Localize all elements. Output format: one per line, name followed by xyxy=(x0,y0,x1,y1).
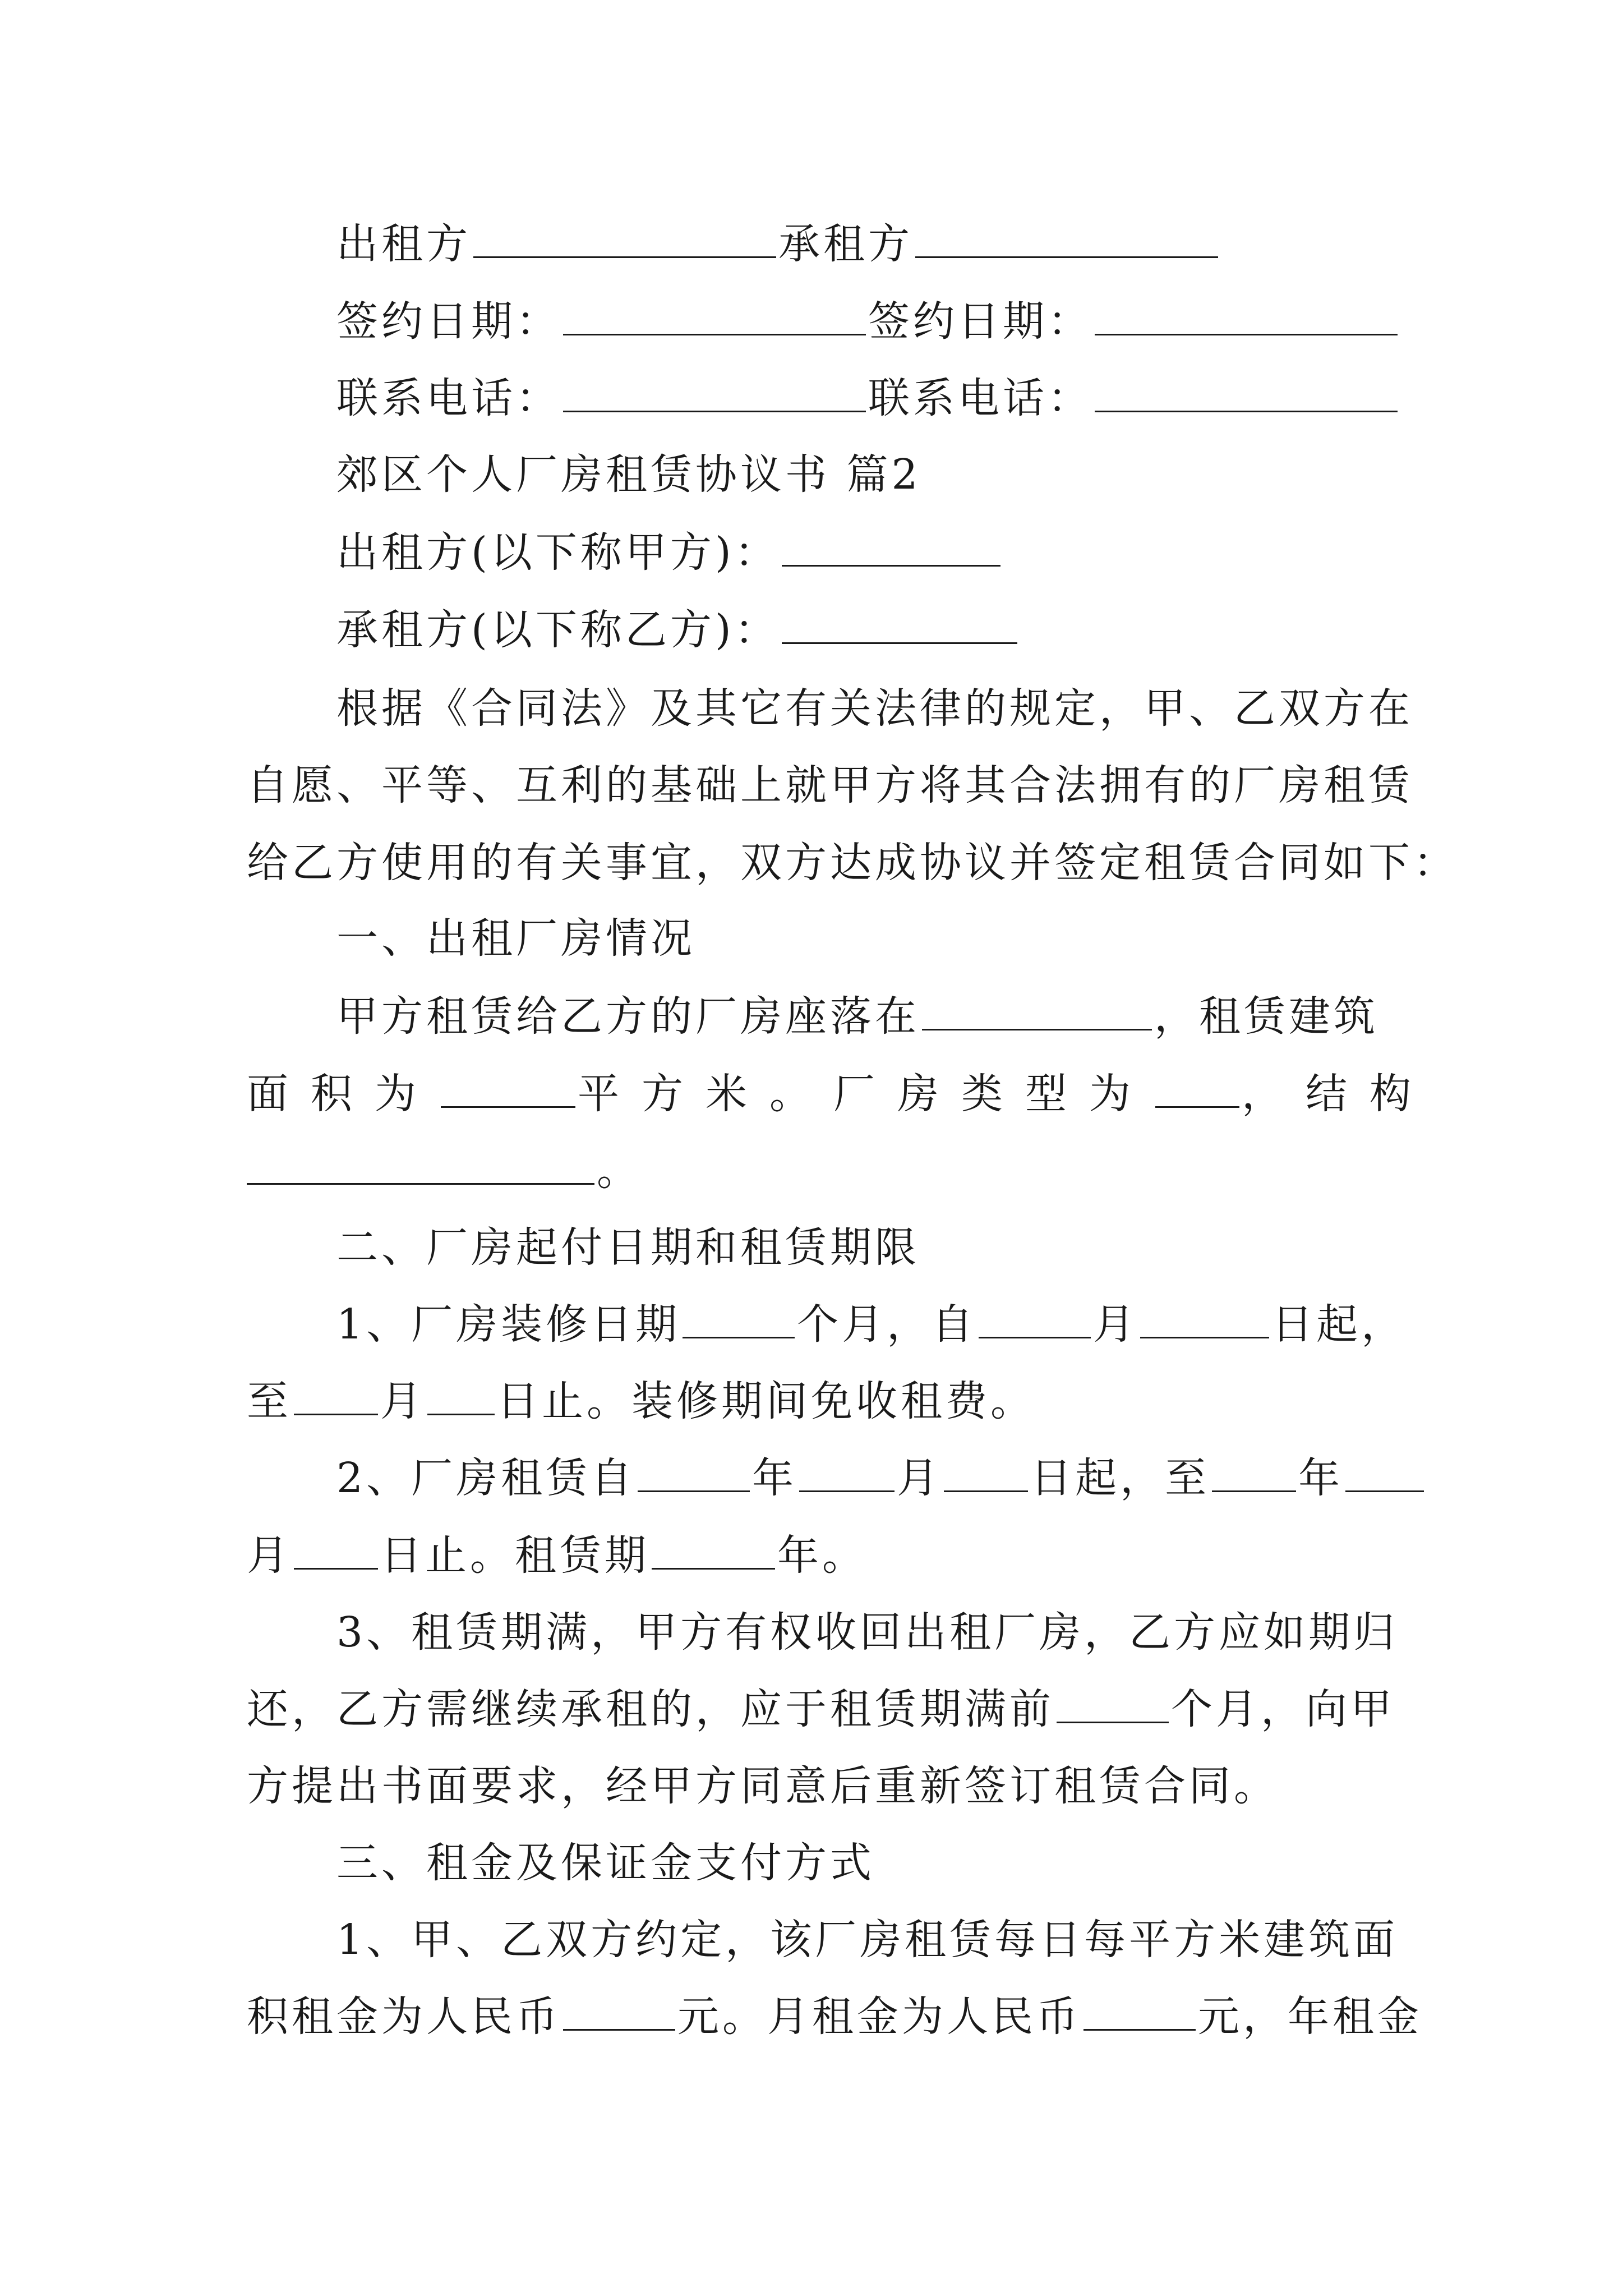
blank xyxy=(473,219,776,258)
text: 月 xyxy=(897,1454,942,1502)
blank xyxy=(638,1453,750,1492)
text: 日起， xyxy=(1271,1300,1407,1349)
phone-label-left: 联系电话： xyxy=(336,374,561,422)
text: 年。 xyxy=(777,1531,867,1580)
blank xyxy=(1345,1453,1424,1492)
blank xyxy=(782,605,1017,644)
section-1-para-line-2 xyxy=(247,1060,1433,1128)
text: 积租金为人民币 xyxy=(247,1993,561,2041)
text: 还，乙方需继续承租的，应于租赁期满前 xyxy=(247,1685,1054,1733)
blank xyxy=(799,1453,895,1492)
party-b-line xyxy=(336,596,1380,664)
text: 元。月租金为人民币 xyxy=(677,1993,1081,2041)
blank xyxy=(1057,1685,1169,1723)
sign-date-label-right: 签约日期： xyxy=(868,297,1092,346)
text: 月 xyxy=(247,1531,292,1580)
text: 日止。租赁期 xyxy=(380,1531,649,1580)
intro-line-2: 自愿、平等、互利的基础上就甲方将其合法拥有的厂房租赁 xyxy=(247,761,1413,809)
blank xyxy=(563,374,866,412)
text: 元，年租金 xyxy=(1198,1993,1422,2041)
blank xyxy=(1212,1453,1296,1492)
signature-row-2 xyxy=(336,288,1380,355)
blank xyxy=(922,992,1152,1030)
lessee-label: 承租方 xyxy=(778,220,913,268)
blank xyxy=(1095,374,1398,412)
section-2-item-3-line-1: 3、租赁期满，甲方有权收回出租厂房，乙方应如期归 xyxy=(336,1608,1399,1657)
text: 月 xyxy=(380,1377,425,1425)
blank xyxy=(441,1069,575,1108)
blank xyxy=(1083,1992,1196,2031)
text: 个月，向甲 xyxy=(1171,1685,1395,1733)
party-a-label: 出租方(以下称甲方)： xyxy=(336,528,780,577)
section-3-item-1-line-1: 1、甲、乙双方约定，该厂房租赁每日每平方米建筑面 xyxy=(336,1916,1399,1964)
blank xyxy=(1140,1300,1269,1338)
section-2-item-2-line-1 xyxy=(336,1444,1380,1512)
section-1-para-line-1 xyxy=(336,983,1380,1050)
section-3-item-1-line-2 xyxy=(247,1983,1422,2050)
text: 年 xyxy=(1298,1454,1344,1502)
blank xyxy=(979,1300,1091,1338)
blank xyxy=(652,1531,775,1570)
section-1-title: 一、出租厂房情况 xyxy=(336,914,695,963)
document-heading: 郊区个人厂房租赁协议书 篇2 xyxy=(336,450,921,499)
section-2-item-3-line-2 xyxy=(247,1676,1395,1743)
text: 年 xyxy=(752,1454,797,1502)
phone-label-right: 联系电话： xyxy=(868,374,1092,422)
section-1-para-line-3 xyxy=(247,1137,1380,1204)
signature-row-1 xyxy=(336,210,1380,278)
text: 日止。装修期间免收租费。 xyxy=(497,1377,1035,1425)
signature-row-3 xyxy=(336,365,1380,432)
section-2-item-2-line-2 xyxy=(247,1522,1380,1589)
sign-date-label-left: 签约日期： xyxy=(336,297,561,346)
blank xyxy=(427,1377,495,1415)
text: 2、厂房租赁自 xyxy=(336,1454,636,1502)
text: 平方米。厂房类型为 xyxy=(578,1070,1153,1118)
blank xyxy=(563,1992,675,2031)
section-2-title: 二、厂房起付日期和租赁期限 xyxy=(336,1223,920,1272)
intro-line-1: 根据《合同法》及其它有关法律的规定，甲、乙双方在 xyxy=(336,684,1413,733)
blank xyxy=(683,1300,795,1338)
blank xyxy=(247,1146,594,1185)
blank xyxy=(782,528,1000,567)
blank xyxy=(294,1377,378,1415)
text: 个月，自 xyxy=(797,1300,977,1349)
text: 日起，至 xyxy=(1030,1454,1210,1502)
section-2-item-1-line-2 xyxy=(247,1368,1380,1435)
blank xyxy=(563,297,866,335)
text: 月 xyxy=(1093,1300,1138,1349)
intro-line-3: 给乙方使用的有关事宜，双方达成协议并签定租赁合同如下： xyxy=(247,839,1458,887)
text: 甲方租赁给乙方的厂房座落在 xyxy=(336,992,920,1041)
blank xyxy=(944,1453,1028,1492)
section-2-item-3-line-3: 方提出书面要求，经甲方同意后重新签订租赁合同。 xyxy=(247,1762,1279,1810)
blank xyxy=(915,219,1218,258)
text: 面积为 xyxy=(247,1070,439,1118)
text: ，租赁建筑 xyxy=(1154,992,1378,1041)
text: 至 xyxy=(247,1377,292,1425)
blank xyxy=(294,1531,378,1570)
text: 1、厂房装修日期 xyxy=(336,1300,681,1349)
section-3-title: 三、租金及保证金支付方式 xyxy=(336,1839,875,1887)
text: 。 xyxy=(597,1147,642,1195)
text: ，结构 xyxy=(1242,1070,1433,1118)
section-2-item-1-line-1 xyxy=(336,1291,1407,1358)
lessor-label: 出租方 xyxy=(336,220,471,268)
party-a-line xyxy=(336,519,1380,586)
blank xyxy=(1095,297,1398,335)
party-b-label: 承租方(以下称乙方)： xyxy=(336,606,780,654)
blank xyxy=(1155,1069,1239,1108)
